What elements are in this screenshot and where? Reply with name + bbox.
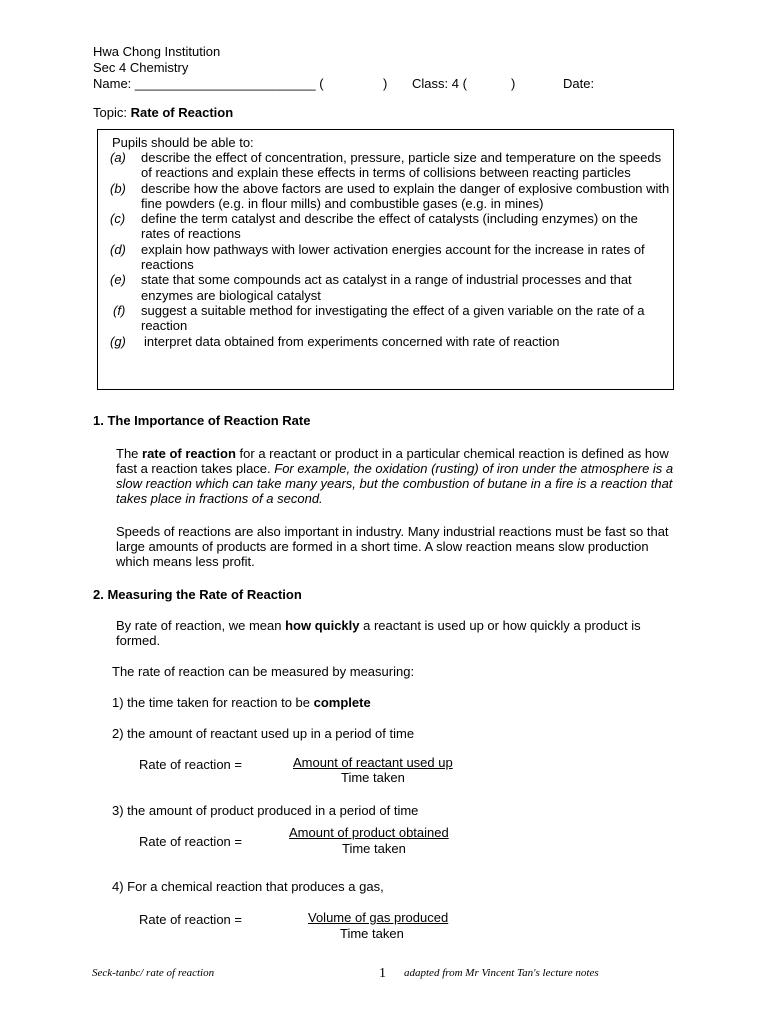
objective-label: (b) [110,180,126,196]
section1-paragraph2: Speeds of reactions are also important in industry. Many industrial reactions must be fast so that large amounts of products are formed in a short time. A slow reaction means slow production which means less profit. [116,524,669,569]
s1p1-bold: rate of reaction [142,446,236,461]
name-field-label: Name: _________________________ ( [93,76,324,91]
section1-paragraph1 [116,446,676,506]
objective-text: suggest a suitable method for investigating the effect of a given variable on the rate of a reaction [141,302,645,334]
class-field-label: Class: 4 ( [412,76,467,91]
topic-value: Rate of Reaction [130,105,234,120]
objective-label: (e) [110,272,126,288]
objective-label: (g) [110,333,126,349]
s1p1-rest: for a reactant or product in a particular chemical reaction is defined as how fast a reaction takes place. [116,446,669,476]
measure-item-4: 4) For a chemical reaction that produces a gas, [112,879,384,894]
objective-item [110,272,670,303]
objectives-list [110,150,670,349]
objective-label: (f) [113,302,126,318]
objective-text: describe the effect of concentration, pressure, particle size and temperature on the speeds of reactions and explain these effects in terms of collisions between reacting particles [141,150,662,181]
school-name: Hwa Chong Institution [93,44,221,59]
formula2-label: Rate of reaction = [139,834,242,849]
formula1-numerator: Amount of reactant used up [293,755,453,770]
s1p1-start: The [116,446,143,461]
measure-item-1 [112,695,371,710]
objective-label: (d) [110,241,126,257]
page-number: 1 [379,966,386,981]
objective-text: describe how the above factors are used to explain the danger of explosive combustion with fine powders (e.g. in flour mills) and combustible gases (e.g. in mines) [141,180,670,211]
objective-item [110,181,670,212]
section2-paragraph2: The rate of reaction can be measured by measuring: [112,664,415,679]
objective-item [110,242,670,273]
objective-label: (a) [110,150,126,165]
section1-heading: 1. The Importance of Reaction Rate [93,413,311,428]
name-paren-close: ) [383,76,388,91]
formula3-label: Rate of reaction = [139,912,242,927]
objectives-intro: Pupils should be able to: [112,135,254,150]
objective-item [110,150,670,181]
course-name: Sec 4 Chemistry [93,60,189,75]
formula3-denominator: Time taken [340,926,404,941]
objective-item [110,303,670,334]
formula3-numerator: Volume of gas produced [308,910,449,925]
date-field-label: Date: [563,76,595,91]
measure-item-1-bold: complete [313,695,371,710]
objective-text: explain how pathways with lower activation energies account for the increase in rates of reactions [141,241,645,273]
class-paren-close: ) [511,76,516,91]
objective-item [110,211,670,242]
objective-label: (c) [110,211,126,227]
footer-left: Seck-tanbc/ rate of reaction [92,967,215,979]
footer-right: adapted from Mr Vincent Tan's lecture notes [404,967,599,979]
section2-heading: 2. Measuring the Rate of Reaction [93,587,302,602]
section2-paragraph1 [116,618,686,648]
objective-text: state that some compounds act as catalyst in a range of industrial processes and that enzymes are biological catalyst [141,272,632,303]
formula1-denominator: Time taken [341,770,405,785]
objectives-box [97,129,674,390]
measure-item-1-text: 1) the time taken for reaction to be [112,695,314,710]
measure-item-3: 3) the amount of product produced in a period of time [112,803,419,818]
s1p1-italic: For example, the oxidation (rusting) of iron under the atmosphere is a slow reaction which can take many years, but the combustion of butane in a fire is a reaction that takes place in fractions of a second. [116,461,674,506]
formula1-label: Rate of reaction = [139,757,242,772]
topic-label: Topic: [93,105,131,120]
topic-line [93,105,233,120]
objective-item [110,334,670,349]
objective-text: interpret data obtained from experiments concerned with rate of reaction [144,333,560,349]
s2p1-rest: a reactant is used up or how quickly a product is formed. [116,618,641,648]
formula2-denominator: Time taken [342,841,406,856]
s2p1-start: By rate of reaction, we mean [116,618,286,633]
formula2-numerator: Amount of product obtained [289,825,449,840]
s2p1-bold: how quickly [285,618,360,633]
measure-item-2: 2) the amount of reactant used up in a period of time [112,726,415,741]
objective-text: define the term catalyst and describe the effect of catalysts (including enzymes) on the rates of reactions [141,211,638,242]
